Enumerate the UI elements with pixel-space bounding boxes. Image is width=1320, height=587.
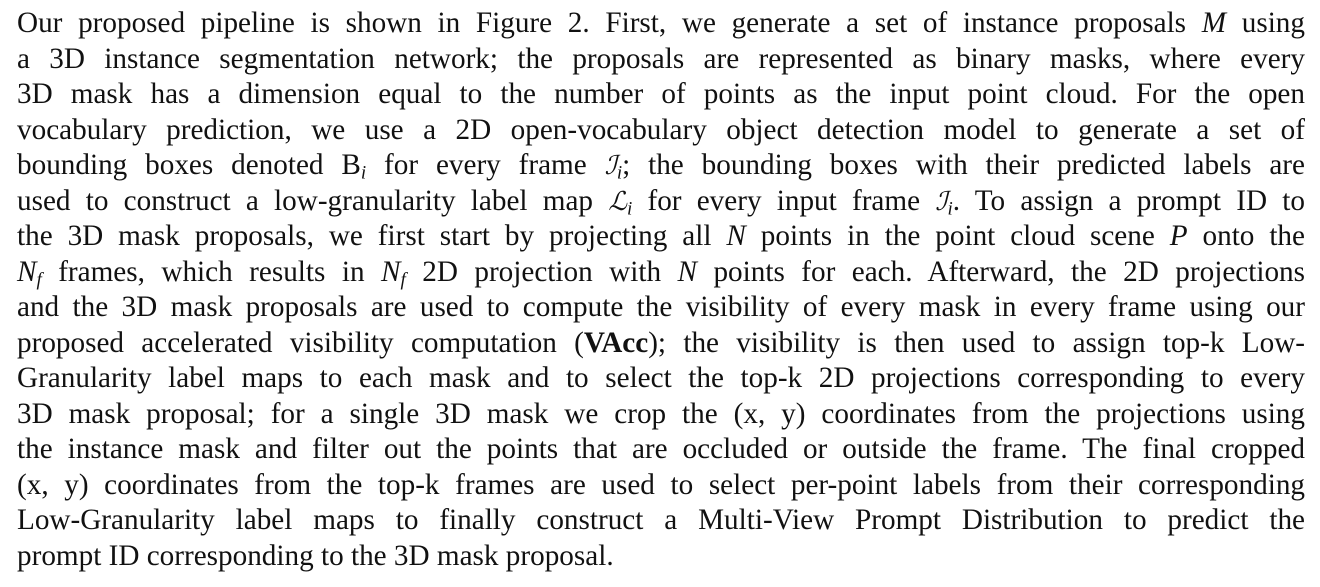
math-subscript-f: f	[400, 269, 406, 291]
text-span: Our proposed pipeline is shown in Figure 2. First, we generate a set of instance proposals	[17, 7, 1202, 39]
text-span: and the 3D mask proposals are used to compute the visibility of every mask in every frame using our	[17, 291, 1305, 323]
math-symbol-N: N	[677, 255, 697, 288]
text-line-16	[17, 539, 1305, 575]
text-span: vocabulary prediction, we use a 2D open-vocabulary object detection model to generate a set of	[17, 113, 1305, 146]
text-span: 3D mask proposal; for a single 3D mask we crop the (x, y) coordinates from the projections using	[17, 397, 1305, 430]
math-symbol-L: ℒ	[608, 186, 627, 217]
text-span: (x, y) coordinates from the top-k frames are used to select per-point labels from their corresponding	[17, 468, 1305, 501]
text-span: onto the	[1187, 220, 1305, 252]
text-line-5	[17, 148, 1305, 184]
pipeline-paragraph	[17, 6, 1305, 574]
math-subscript-i: i	[616, 162, 623, 184]
text-span: Low-Granularity label maps to finally construct a Multi-View Prompt Distribution to predict the	[17, 504, 1305, 536]
text-line-7	[17, 219, 1305, 255]
text-line-2	[17, 42, 1305, 78]
text-line-3	[17, 77, 1305, 113]
text-line-1	[17, 6, 1305, 42]
text-line-6	[17, 184, 1305, 220]
text-span: prompt ID corresponding to the 3D mask proposal.	[17, 539, 614, 572]
text-line-8	[17, 255, 1305, 291]
math-symbol-I: ℐ	[604, 151, 617, 181]
text-span: the instance mask and filter out the points that are occluded or outside the frame. The final cropped	[17, 433, 1305, 465]
math-subscript-i: i	[626, 198, 633, 220]
math-symbol-N: N	[17, 255, 37, 288]
text-line-9	[17, 290, 1305, 326]
text-span: the 3D mask proposals, we first start by projecting all	[17, 220, 727, 252]
vacc-term: VAcc	[583, 326, 649, 359]
math-symbol-I: ℐ	[935, 186, 948, 217]
text-span: 3D mask has a dimension equal to the number of points as the input point cloud. For the open	[17, 78, 1305, 110]
math-symbol-N: N	[381, 255, 401, 288]
text-line-4	[17, 113, 1305, 149]
math-symbol-M: M	[1201, 7, 1227, 39]
math-subscript-f: f	[36, 269, 42, 291]
text-span: . To assign a prompt ID to	[952, 184, 1305, 217]
text-span: proposed accelerated visibility computation (	[17, 326, 584, 359]
text-line-11	[17, 361, 1305, 397]
text-span: Granularity label maps to each mask and to select the top-k 2D projections corresponding to every	[17, 362, 1305, 394]
text-span: used to construct a low-granularity label map	[17, 184, 609, 217]
text-line-10	[17, 326, 1305, 362]
text-line-14	[17, 468, 1305, 504]
text-line-13	[17, 432, 1305, 468]
text-span: ; the bounding boxes with their predicted labels are	[622, 149, 1305, 181]
text-span: ); the visibility is then used to assign top-k Low-	[648, 326, 1305, 359]
text-span: frames, which results in	[41, 255, 382, 288]
math-subscript-i: i	[360, 162, 367, 184]
text-line-12	[17, 397, 1305, 433]
math-symbol-P: P	[1169, 220, 1188, 252]
text-span: 2D projection with	[405, 255, 678, 288]
text-span: points for each. Afterward, the 2D projections	[696, 255, 1305, 288]
text-span: using	[1226, 7, 1305, 39]
math-subscript-i: i	[947, 198, 953, 220]
text-span: bounding boxes denoted B	[17, 149, 361, 181]
math-symbol-N: N	[726, 220, 746, 252]
text-span: for every frame	[366, 149, 605, 181]
text-span: a 3D instance segmentation network; the proposals are represented as binary masks, where every	[17, 42, 1305, 75]
text-line-15	[17, 503, 1305, 539]
text-span: for every input frame	[632, 184, 936, 217]
text-span: points in the point cloud scene	[745, 220, 1170, 252]
